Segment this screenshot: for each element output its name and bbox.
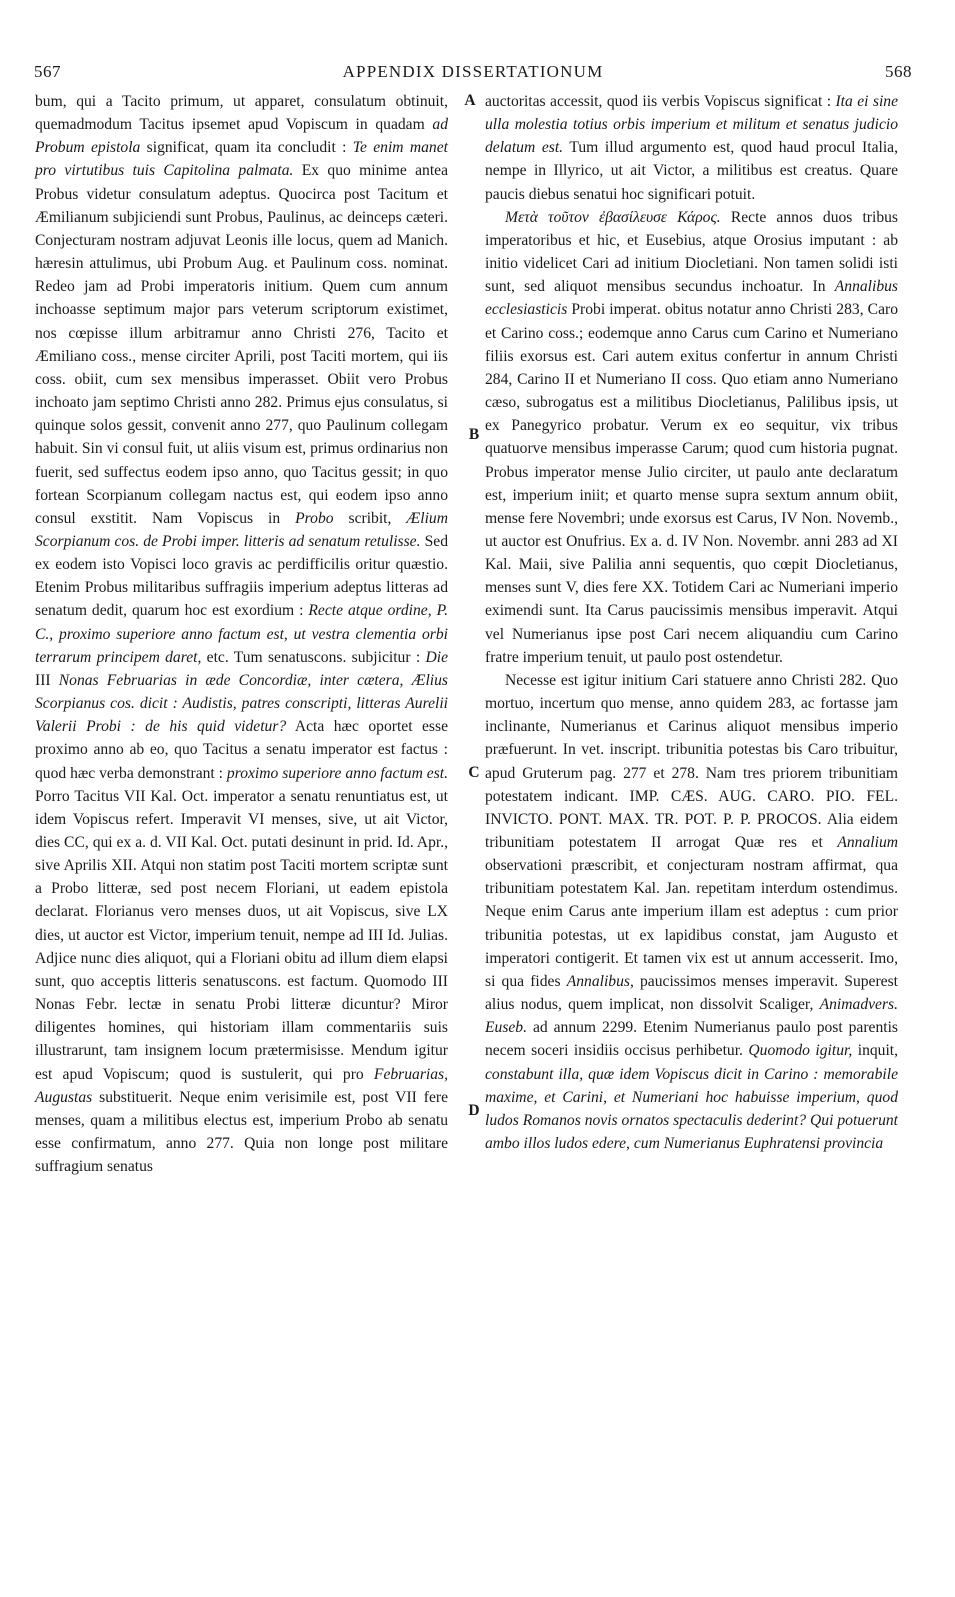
running-title: APPENDIX DISSERTATIONUM (342, 62, 604, 81)
section-marker-d: D (468, 1102, 480, 1119)
left-paragraph-1: bum, qui a Tacito primum, ut apparet, consulatum obtinuit, quemadmodum Tacitus ipsemet apud Vopiscum in quadam ad Probum epistola significat, quam ita concludit : Te enim manet pro virtutibus tuis Capitolina palmata. Ex quo minime antea Probus videtur consulatum adeptus. Quocirca post Tacitum et Æmilianum subjiciendi sunt Probus, Paulinus, ac deinceps cæteri. Conjecturam nostram adjuvat Leonis ille locus, quem ad Manich. hæresin attulimus, ubi Probum Aug. et Paulinum coss. nominat. Redeo jam ad Probi imperatoris initium. Quem cum annum inchoasse septimum major pars veterum scriptorum existimet, nos cœpisse illum arbitramur anno Christi 276, Tacito et Æmiliano coss., mense circiter Aprili, post Taciti mortem, qui iis coss. obiit, cum sex mensibus imperasset. Obiit vero Probus inchoato jam septimo Christi anno 282. Primus ejus consulatus, si quinque solos gessit, convenit anno 277, quo Paulinum collegam habuit. Sin vi consul fuit, ut aliis visum est, primus ordinarius non fuerit, sed suffectus eodem ipso anno, quo Tacitus gessit; in quo fortean Scorpianum collegam nactus est, qui eodem ipso anno consul exstitit. Nam Vopiscus in Probo scribit, Ælium Scorpianum cos. de Probi imper. litteris ad senatum retulisse. Sed ex eodem isto Vopisci loco gravis ac perdifficilis oritur quæstio. Etenim Probus militaribus suffragiis imperium adeptus litteras ad senatum dedit, quarum hoc est exordium : Recte atque ordine, P. C., proximo superiore anno factum est, ut vestra clementia orbi terrarum principem daret, etc. Tum senatuscons. subjicitur : Die III Nonas Februarias in æde Concordiæ, inter cætera, Ælius Scorpianus cos. dicit : Audistis, patres conscripti, litteras Aurelii Valerii Probi : de his quid videtur? Acta hæc oportet esse proximo anno ab eo, quo Tacitus a senatu imperator est factus : quod hæc verba demonstrant : proximo superiore anno factum est. Porro Tacitus VII Kal. Oct. imperator a senatu renuntiatus est, ut idem Vopiscus refert. Imperavit VI menses, sive, ut ait Victor, dies CC, qui ex a. d. VII Kal. Oct. putati desinunt in prid. Id. Apr., sive Aprilis XII. Atqui non statim post Taciti mortem scriptæ sunt a Probo litteræ, sed post necem Floriani, ut eadem epistola declarat. Florianus vero menses duos, ut ait Vopiscus, sive LX dies, ut auctor est Victor, imperium tenuit, nempe ad III Id. Julias. Adjice nunc dies aliquot, qui a Floriani obitu ad illum diem elapsi sunt, quo acceptis litteris senatuscons. est factum. Quomodo III Nonas Febr. lectæ in senatu Probi litteræ dicuntur? Miror diligentes homines, qui historiam illam commentariis suis illustrarunt, tam insignem locum prætermisisse. Mendum igitur est apud Vopiscum; quod is sustulerit, qui pro Februarias, Augustas substituerit. Neque enim verisimile est, post VII fere menses, quam a militibus electus est, imperium Probo ab senatu esse confirmatum, anno 277. Quia non longe post militare suffragium senatus (35, 93, 449, 1176)
left-column (35, 90, 448, 1178)
right-paragraph-3: Necesse est igitur initium Cari statuere anno Christi 282. Quo mortuo, incertum quo mense, anno quidem 283, ac fortasse jam inclinante, Numerianus et Carinus aliquot mensibus imperio præfuerunt. In vet. inscript. tribunitia potestas bis Caro tribuitur, apud Gruterum pag. 277 et 278. Nam tres priorem tribunitiam potestatem indicant. IMP. CÆS. AUG. CARO. PIO. FEL. INVICTO. PONT. MAX. TR. POT. P. P. PROCOS. Alia eidem tribunitiam potestatem II arrogat Quæ res et Annalium observationi præscribit, et conjecturam nostram affirmat, qua tribunitiam potestatem Kal. Jan. repetitam interdum ostendimus. Neque enim Carus ante imperium illam est adeptus : cum prior tribunitia potestas, ut ex lapidibus constat, jam Augusto et imperatori contigerit. Et tamen vix est ut annum accesserit. Imo, si qua fides Annalibus, paucissimos menses imperavit. Superest alius nodus, quem implicat, non dissolvit Scaliger, Animadvers. Euseb. ad annum 2299. Etenim Numerianus paulo post parentis necem soceri insidiis occisus perhibetur. Quomodo igitur, inquit, constabunt illa, quæ idem Vopiscus dicit in Carino : memorabile maxime, et Carini, et Numeriani hoc habuisse imperium, quod ludos Romanos novis ornatos spectaculis dederint? Qui potuerunt ambo illos ludos edere, cum Numerianus Euphratensi provincia (485, 671, 899, 1153)
right-paragraph-1: auctoritas accessit, quod iis verbis Vopiscus significat : Ita ei sine ulla molestia totius orbis imperium et militum et senatus judicio delatum est. Tum illud argumento est, quod haud procul Italia, nempe in Illyrico, ut ait Victor, a militibus est creatus. Quare paucis diebus senatui hoc significari potuit. (485, 93, 898, 203)
page-header (34, 62, 912, 86)
section-marker-a: A (464, 92, 476, 109)
page-number-right: 568 (885, 62, 912, 81)
section-marker-b: B (468, 426, 480, 443)
page-number-left: 567 (34, 62, 61, 81)
right-paragraph-2: Μετὰ τοῦτον ἐβασίλευσε Κάρος. Recte annos duos tribus imperatoribus et hic, et Eusebius, atque Orosius imputant : ab initio videlicet Cari ad initium Diocletiani. Non tamen solidi isti sunt, sed aliquot mensibus secundus inchoatur. In Annalibus ecclesiasticis Probi imperat. obitus notatur anno Christi 283, Caro et Carino coss.; eodemque anno Carus cum Carino et Numeriano filiis exorsus est. Cari autem exitus confertur in annum Christi 284, Carino II et Numeriano II coss. Quo etiam anno Numeriano cæso, subrogatus est a militibus Diocletianus, Palilibus ipsis, ut ex Panegyrico probatur. Verum ex eo sequitur, vix tribus quatuorve mensibus imperasse Carum; quod cum historia pugnat. Probus imperator mense Julio circiter, ut paulo ante declaratum est, imperium iniit; et quarto mense supra sextum annum obiit, mense fere Novembri; unde exorsus est Carus, IV Non. Novemb., ut auctor est Onufrius. Ex a. d. IV Non. Novembr. anni 283 ad XI Kal. Maii, sive Palilia anni sequentis, quo cœpit Diocletianus, menses sunt V, dies fere XX. Totidem Cari ac Numeriani imperio eximendi sunt. Ita Carus paucissimis mensibus imperavit. Atqui vel Numerianus ipse post Cari necem aliquandiu cum Carino fratre imperium tenuit, ut paulo post ostendetur. (485, 208, 898, 666)
right-column (485, 90, 898, 1155)
section-marker-c: C (468, 764, 480, 781)
